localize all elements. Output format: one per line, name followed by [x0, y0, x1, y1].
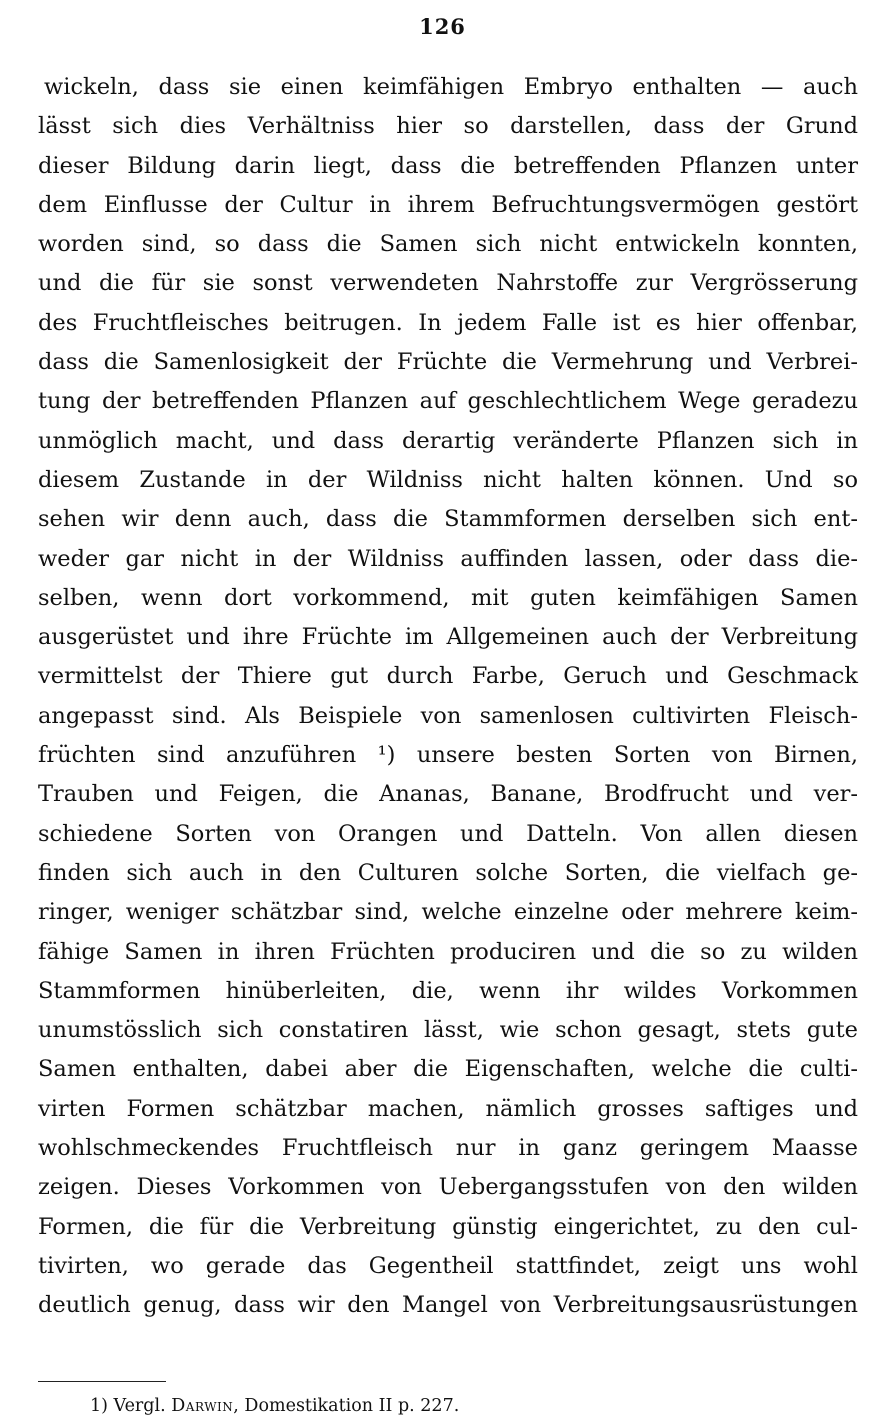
text-line: tivirten, wo gerade das Gegentheil stattfindet, zeigt uns wohl [38, 1252, 858, 1279]
text-line: lässt sich dies Verhältniss hier so darstellen, dass der Grund [38, 113, 858, 140]
text-line: früchten sind anzuführen ¹) unsere besten Sorten von Birnen, [38, 742, 858, 769]
text-line: fähige Samen in ihren Früchten produciren und die so zu wilden [38, 938, 858, 965]
text-line: Formen, die für die Verbreitung günstig eingerichtet, zu den cul- [38, 1213, 858, 1240]
text-line: worden sind, so dass die Samen sich nicht entwickeln konnten, [38, 231, 858, 258]
text-line: schiedene Sorten von Orangen und Datteln. Von allen diesen [38, 820, 858, 847]
text-line: selben, wenn dort vorkommend, mit guten keimfähigen Samen [38, 584, 858, 611]
text-line: dass die Samenlosigkeit der Früchte die Vermehrung und Verbrei- [38, 349, 858, 376]
footnote-author: Darwin [171, 1396, 234, 1416]
text-line: wohlschmeckendes Fruchtfleisch nur in ganz geringem Maasse [38, 1135, 858, 1162]
text-line: finden sich auch in den Culturen solche Sorten, die vielfach ge- [38, 859, 858, 886]
text-line: weder gar nicht in der Wildniss auffinden lassen, oder dass die- [38, 545, 858, 572]
page-number: 126 [419, 14, 466, 39]
text-line: vermittelst der Thiere gut durch Farbe, Geruch und Geschmack [38, 663, 858, 690]
text-line: ausgerüstet und ihre Früchte im Allgemeinen auch der Verbreitung [38, 624, 858, 651]
text-line: unumstösslich sich constatiren lässt, wie schon gesagt, stets gute [38, 1017, 858, 1044]
text-line: Trauben und Feigen, die Ananas, Banane, Brodfrucht und ver- [38, 781, 858, 808]
footnote-divider [38, 1381, 166, 1382]
footnote-prefix: Vergl. [113, 1396, 166, 1416]
text-line: sehen wir denn auch, dass die Stammformen derselben sich ent- [38, 506, 858, 533]
footnote [90, 1395, 459, 1417]
text-line: dem Einflusse der Cultur in ihrem Befruchtungsvermögen gestört [38, 191, 858, 218]
text-line: ringer, weniger schätzbar sind, welche einzelne oder mehrere keim- [38, 899, 858, 926]
footnote-marker: 1) [90, 1396, 108, 1416]
text-line: Stammformen hinüberleiten, die, wenn ihr wildes Vorkommen [38, 977, 858, 1004]
text-line: des Fruchtfleisches beitrugen. In jedem Falle ist es hier offenbar, [38, 309, 858, 336]
footnote-reference: , Domestikation II p. 227. [233, 1396, 460, 1416]
text-line: diesem Zustande in der Wildniss nicht halten können. Und so [38, 466, 858, 493]
text-line: angepasst sind. Als Beispiele von samenlosen cultivirten Fleisch- [38, 702, 858, 729]
body-text [38, 68, 858, 1326]
text-line: und die für sie sonst verwendeten Nahrstoffe zur Vergrösserung [38, 270, 858, 297]
text-line: dieser Bildung darin liegt, dass die betreffenden Pflanzen unter [38, 152, 858, 179]
text-line: zeigen. Dieses Vorkommen von Uebergangsstufen von den wilden [38, 1174, 858, 1201]
text-line: deutlich genug, dass wir den Mangel von Verbreitungsausrüstungen [38, 1292, 858, 1319]
text-line: unmöglich macht, und dass derartig veränderte Pflanzen sich in [38, 427, 858, 454]
text-line: virten Formen schätzbar machen, nämlich grosses saftiges und [38, 1095, 858, 1122]
text-line: Samen enthalten, dabei aber die Eigenschaften, welche die culti- [38, 1056, 858, 1083]
text-line: wickeln, dass sie einen keimfähigen Embryo enthalten — auch [44, 74, 858, 100]
text-line: tung der betreffenden Pflanzen auf geschlechtlichem Wege geradezu [38, 388, 858, 415]
